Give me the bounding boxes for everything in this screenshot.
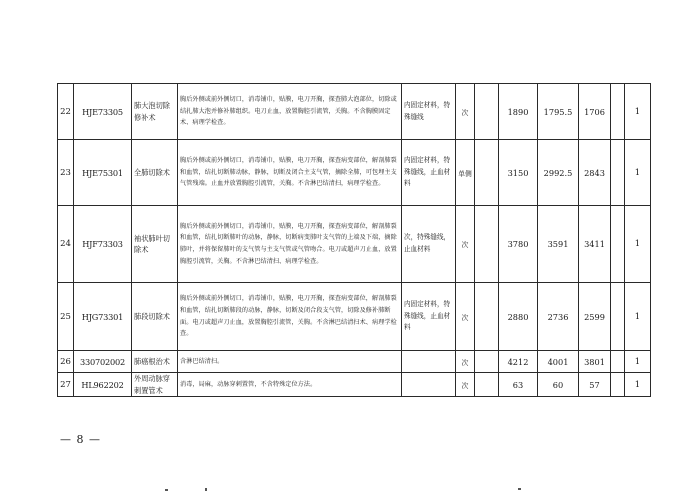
price-level-1: 63 xyxy=(499,373,538,397)
remark xyxy=(611,351,625,373)
price-level-3: 3801 xyxy=(579,351,611,373)
price-level-1: 3150 xyxy=(499,140,538,206)
item-content: 含淋巴结清扫。 xyxy=(178,351,402,373)
price-level-1: 2880 xyxy=(499,283,538,351)
item-name: 外周动脉穿刺置管术 xyxy=(132,373,178,397)
row-number: 23 xyxy=(58,140,74,206)
price-level-2: 3591 xyxy=(538,206,579,283)
price-unit: 次 xyxy=(456,283,475,351)
category-flag: 1 xyxy=(625,373,651,397)
item-name: 全肺切除术 xyxy=(132,140,178,206)
item-explanation xyxy=(475,351,499,373)
excluded-items: 内固定材料，特殊缝线 xyxy=(402,84,456,140)
price-level-2: 60 xyxy=(538,373,579,397)
excluded-items xyxy=(402,373,456,397)
category-flag: 1 xyxy=(625,283,651,351)
price-level-3: 1706 xyxy=(579,84,611,140)
item-code: HJE73305 xyxy=(74,84,132,140)
price-unit: 次 xyxy=(456,373,475,397)
table-row xyxy=(58,84,651,140)
category-flag: 1 xyxy=(625,351,651,373)
table-row xyxy=(58,283,651,351)
item-code: 330702002 xyxy=(74,351,132,373)
item-name: 肺大泡切除修补术 xyxy=(132,84,178,140)
excluded-items: 内固定材料，特殊缝线，止血材料 xyxy=(402,283,456,351)
remark xyxy=(611,84,625,140)
item-code: HL962202 xyxy=(74,373,132,397)
table-row xyxy=(58,373,651,397)
price-unit: 次 xyxy=(456,84,475,140)
price-level-2: 4001 xyxy=(538,351,579,373)
price-unit: 单侧 xyxy=(456,140,475,206)
table-row xyxy=(58,206,651,283)
price-level-2: 2992.5 xyxy=(538,140,579,206)
item-explanation xyxy=(475,373,499,397)
price-level-1: 4212 xyxy=(499,351,538,373)
price-level-3: 57 xyxy=(579,373,611,397)
page-number: — 8 — xyxy=(60,433,101,446)
item-name: 袖状肺叶切除术 xyxy=(132,206,178,283)
price-level-3: 2843 xyxy=(579,140,611,206)
remark xyxy=(611,283,625,351)
item-code: HJF73303 xyxy=(74,206,132,283)
item-explanation xyxy=(475,140,499,206)
item-content: 胸后外侧或前外侧切口，消毒铺巾，贴膜，电刀开胸，探查病变部位，解剖肺裂和血管，结扎切断肺叶的动脉，静脉，切断病变肺叶支气管的上端及下端，摘除肺叶，并将保留肺叶的支气管与主支气管或气管吻合。电刀或超声刀止血，放置胸腔引流管，关胸。不含淋巴结清扫、病理学检查。 xyxy=(178,206,402,283)
remark xyxy=(611,140,625,206)
item-name: 肺癌根治术 xyxy=(132,351,178,373)
item-explanation xyxy=(475,206,499,283)
item-explanation xyxy=(475,84,499,140)
category-flag: 1 xyxy=(625,84,651,140)
category-flag: 1 xyxy=(625,140,651,206)
item-content: 胸后外侧或前外侧切口，消毒铺巾，贴膜，电刀开胸，探查病变部位，解剖肺裂和血管，结扎切断肺动脉，静脉，切断及闭合主支气管，摘除全肺，可包埋主支气管残端。止血并放置胸腔引流管，关胸。不含淋巴结清扫，病理学检查。 xyxy=(178,140,402,206)
excluded-items: 内固定材料，特殊缝线，止血材料 xyxy=(402,140,456,206)
excluded-items xyxy=(402,351,456,373)
item-content: 胸后外侧或前外侧切口，消毒铺巾，贴膜，电刀开胸，探查肺大泡部位，切除或结扎肺大泡并修补肺组织。电刀止血，放置胸腔引流管，关胸。不含胸膜固定术、病理学检查。 xyxy=(178,84,402,140)
price-level-1: 1890 xyxy=(499,84,538,140)
category-flag: 1 xyxy=(625,206,651,283)
fee-table xyxy=(57,83,651,397)
table-row xyxy=(58,140,651,206)
remark xyxy=(611,373,625,397)
row-number: 27 xyxy=(58,373,74,397)
item-code: HJG73301 xyxy=(74,283,132,351)
table-row xyxy=(58,351,651,373)
row-number: 26 xyxy=(58,351,74,373)
price-level-1: 3780 xyxy=(499,206,538,283)
price-level-2: 1795.5 xyxy=(538,84,579,140)
row-number: 25 xyxy=(58,283,74,351)
scan-speck xyxy=(518,488,521,490)
item-explanation xyxy=(475,283,499,351)
price-unit: 次 xyxy=(456,206,475,283)
price-level-3: 3411 xyxy=(579,206,611,283)
item-code: HJE75301 xyxy=(74,140,132,206)
item-name: 肺段切除术 xyxy=(132,283,178,351)
remark xyxy=(611,206,625,283)
excluded-items: 次，特殊缝线，止血材料 xyxy=(402,206,456,283)
scan-speck xyxy=(165,489,168,491)
scan-speck xyxy=(205,488,207,491)
row-number: 24 xyxy=(58,206,74,283)
price-level-3: 2599 xyxy=(579,283,611,351)
price-level-2: 2736 xyxy=(538,283,579,351)
row-number: 22 xyxy=(58,84,74,140)
item-content: 胸后外侧或前外侧切口，消毒铺巾，贴膜，电刀开胸，探查病变部位，解剖肺裂和血管，结扎切断肺段的动脉，静脉，切断及闭合段支气管，切除及修补肺断面。电刀或超声刀止血，放置胸腔引流管，关胸。不含淋巴结清扫术、病理学检查。 xyxy=(178,283,402,351)
item-content: 消毒，局麻，动脉穿刺置管，不含特殊定位方法。 xyxy=(178,373,402,397)
price-unit: 次 xyxy=(456,351,475,373)
